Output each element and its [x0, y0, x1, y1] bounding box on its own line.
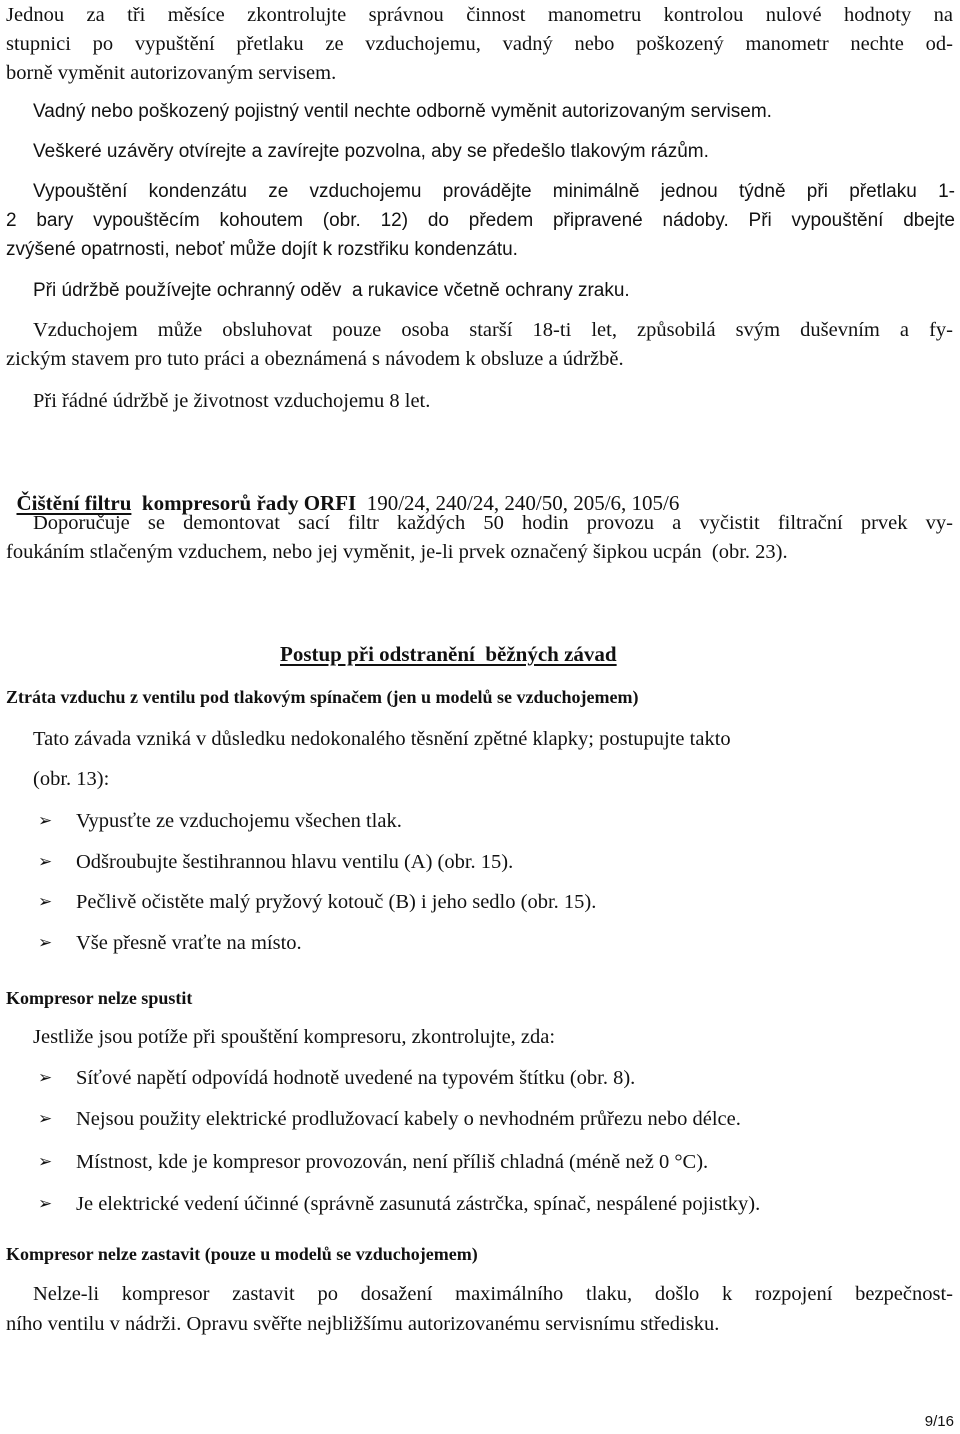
lifetime-text: Při řádné údržbě je životnost vzduchojemu 8 let. [33, 390, 431, 412]
air-loss-step: Vypusťte ze vzduchojemu všechen tlak. [76, 810, 402, 832]
condensate-line-1: Vypouštění kondenzátu ze vzduchojemu provádějte minimálně jednou týdně při přetlaku 1- [33, 181, 955, 202]
wont-stop-line-2: ního ventilu v nádrži. Opravu svěřte nejbližšímu autorizovanému servisnímu středisku. [6, 1313, 720, 1335]
air-loss-intro-line-2: (obr. 13): [33, 768, 110, 790]
wont-start-check: Nejsou použity elektrické prodlužovací kabely o nevhodném průřezu nebo délce. [76, 1108, 741, 1130]
wont-start-check: Je elektrické vedení účinné (správně zasunutá zástrčka, spínač, nespálené pojistky). [76, 1193, 761, 1215]
air-loss-intro-line-1: Tato závada vzniká v důsledku nedokonalého těsnění zpětné klapky; postupujte takto [33, 728, 731, 750]
bullet-arrow-icon: ➢ [38, 1109, 53, 1129]
operator-line-1: Vzduchojem může obsluhovat pouze osoba starší 18-ti let, způsobilá svým duševním a fy- [33, 319, 953, 341]
wont-start-check: Síťové napětí odpovídá hodnotě uvedené na typovém štítku (obr. 8). [76, 1067, 636, 1089]
wont-start-check: Místnost, kde je kompresor provozován, není příliš chladná (méně než 0 °C). [76, 1151, 709, 1173]
wont-stop-heading: Kompresor nelze zastavit (pouze u modelů se vzduchojemem) [6, 1244, 478, 1264]
manometer-line-2: stupnici po vypuštění přetlaku ze vzduchojemu, vadný nebo poškozený manometr nechte od- [6, 33, 953, 55]
air-loss-step: Odšroubujte šestihrannou hlavu ventilu (A) (obr. 15). [76, 851, 514, 873]
manometer-line-1: Jednou za tři měsíce zkontrolujte správnou činnost manometru kontrolou nulové hodnoty na [6, 4, 953, 26]
filter-heading-models: 190/24, 240/24, 240/50, 205/6, 105/6 [366, 491, 680, 515]
filter-heading-part2: kompresorů řady ORFI [141, 491, 357, 515]
filter-body-line-1: Doporučuje se demontovat sací filtr každých 50 hodin provozu a vyčistit filtrační prvek vy- [33, 512, 953, 534]
bullet-arrow-icon: ➢ [38, 811, 53, 831]
bullet-arrow-icon: ➢ [38, 1152, 53, 1172]
air-loss-heading: Ztráta vzduchu z ventilu pod tlakovým spínačem (jen u modelů se vzduchojemem) [6, 687, 639, 707]
protective-clothing-text: Při údržbě používejte ochranný oděv a rukavice včetně ochrany zraku. [33, 280, 630, 301]
air-loss-step: Pečlivě očistěte malý pryžový kotouč (B) i jeho sedlo (obr. 15). [76, 891, 597, 913]
condensate-line-3: zvýšené opatrnosti, neboť může dojít k rozstřiku kondenzátu. [6, 239, 518, 260]
wont-start-heading: Kompresor nelze spustit [6, 988, 193, 1008]
page-number: 9/16 [924, 1413, 954, 1430]
bullet-arrow-icon: ➢ [38, 892, 53, 912]
closures-text: Veškeré uzávěry otvírejte a zavírejte pozvolna, aby se předešlo tlakovým rázům. [33, 141, 709, 162]
manometer-line-3: borně vyměnit autorizovaným servisem. [6, 62, 337, 84]
troubleshooting-title: Postup při odstranění běžných závad [280, 642, 617, 666]
bullet-arrow-icon: ➢ [38, 852, 53, 872]
bullet-arrow-icon: ➢ [38, 1068, 53, 1088]
wont-stop-line-1: Nelze-li kompresor zastavit po dosažení maximálního tlaku, došlo k rozpojení bezpečnost- [33, 1283, 953, 1305]
filter-body-line-2: foukáním stlačeným vzduchem, nebo jej vyměnit, je-li prvek označený šipkou ucpán (obr. 23). [6, 541, 788, 563]
air-loss-step: Vše přesně vraťte na místo. [76, 932, 302, 954]
bullet-arrow-icon: ➢ [38, 933, 53, 953]
bullet-arrow-icon: ➢ [38, 1194, 53, 1214]
wont-start-intro: Jestliže jsou potíže při spouštění kompresoru, zkontrolujte, zda: [33, 1026, 556, 1048]
safety-valve-text: Vadný nebo poškozený pojistný ventil nechte odborně vyměnit autorizovaným servisem. [33, 101, 772, 122]
filter-heading [6, 472, 679, 514]
operator-line-2: zickým stavem pro tuto práci a obeznámená s návodem k obsluze a údržbě. [6, 348, 624, 370]
filter-heading-part1: Čištění filtru [16, 491, 132, 515]
condensate-line-2: 2 bary vypouštěcím kohoutem (obr. 12) do předem připravené nádoby. Při vypouštění dbejte [6, 210, 955, 231]
